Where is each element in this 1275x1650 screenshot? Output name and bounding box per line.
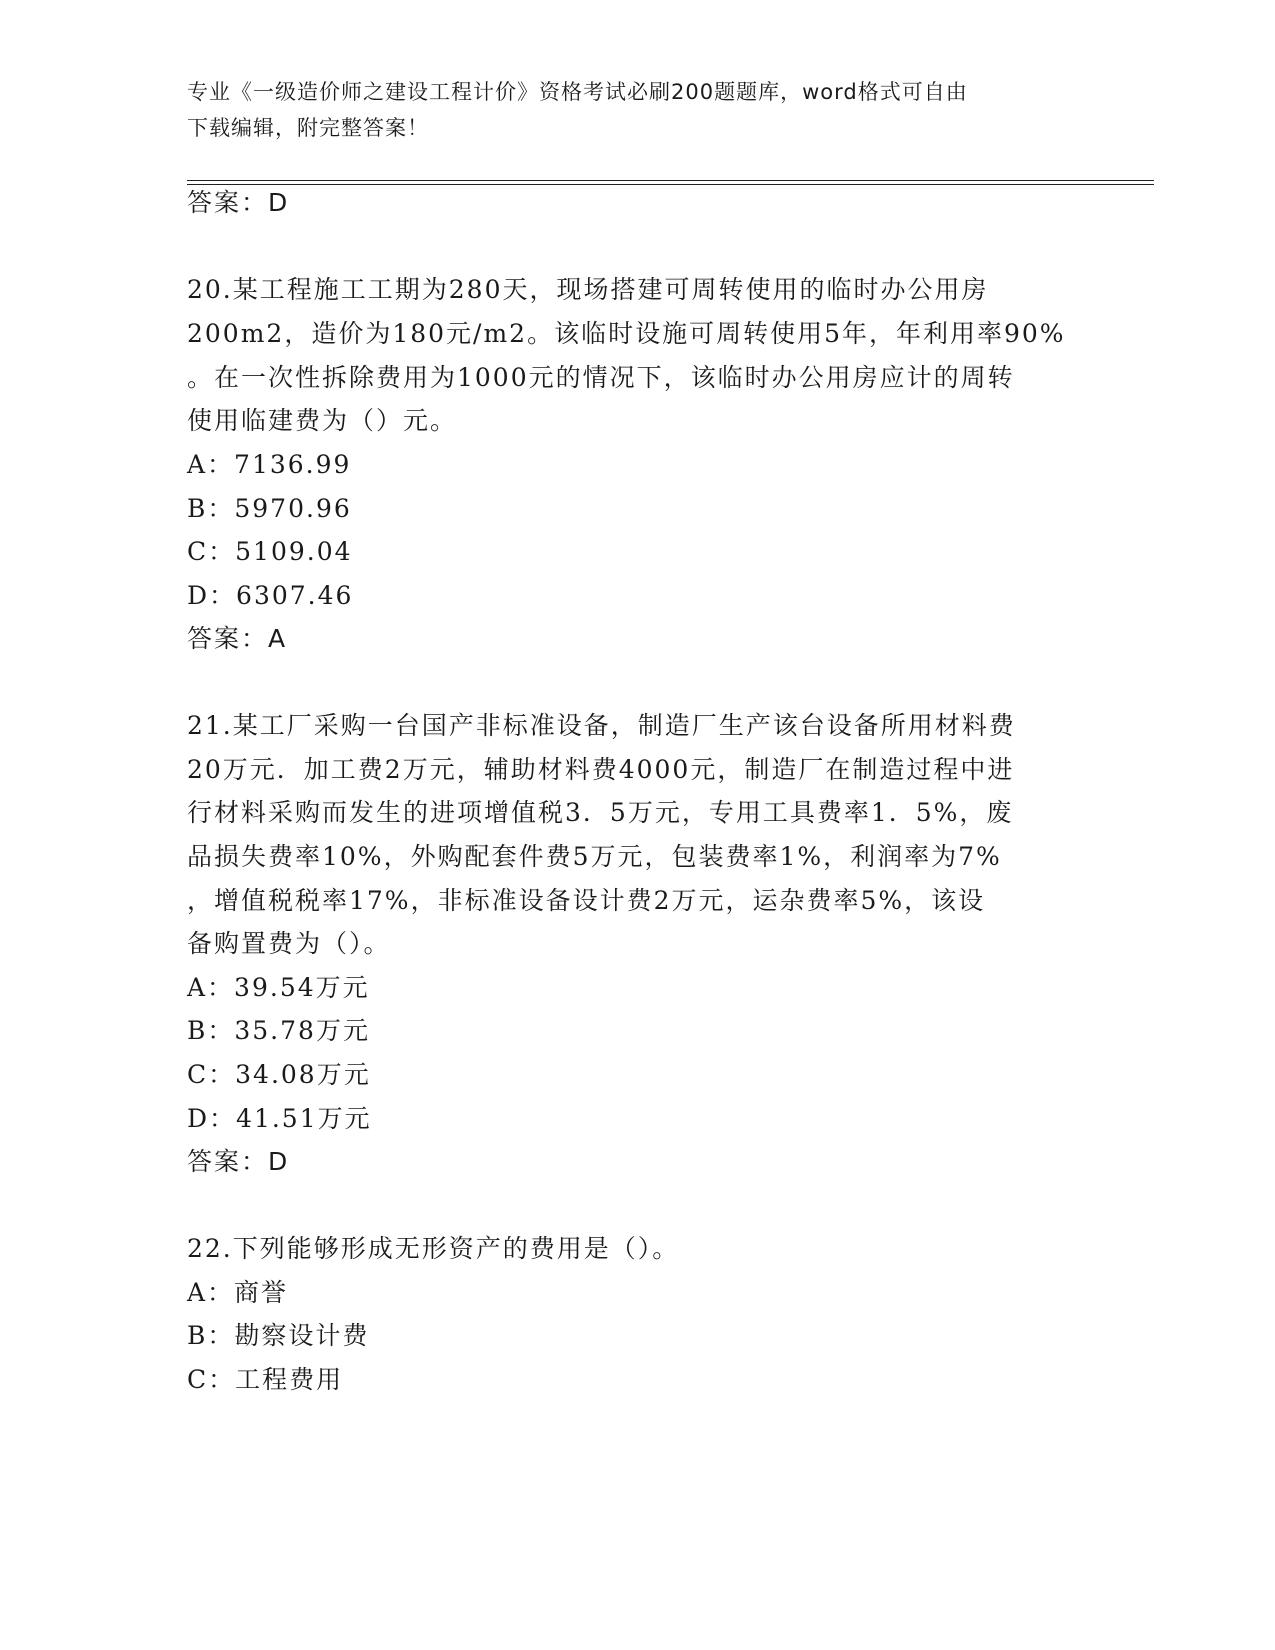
- header-title-line-1: 专业《一级造价师之建设工程计价》资格考试必刷200题题库，word格式可自由: [187, 80, 968, 104]
- option-b: B：35.78万元: [187, 1016, 370, 1045]
- answer: 答案：D: [187, 1147, 290, 1176]
- document-header: [187, 74, 1087, 146]
- option-b: B：勘察设计费: [187, 1321, 370, 1350]
- header-title-line-2: 下载编辑，附完整答案！: [187, 116, 429, 140]
- option-a: A：7136.99: [187, 450, 352, 479]
- question-stem-line: 品损失费率10%，外购配套件费5万元，包装费率1%，利润率为7%: [187, 842, 1002, 871]
- option-d: D：41.51万元: [187, 1104, 372, 1133]
- question-stem-line: ，增值税税率17%，非标准设备设计费2万元，运杂费率5%，该设: [187, 886, 986, 915]
- question-stem-line: 200m2，造价为180元/m2。该临时设施可周转使用5年，年利用率90%: [187, 319, 1066, 348]
- option-c: C：工程费用: [187, 1365, 344, 1394]
- question-stem-line: 行材料采购而发生的进项增值税3．5万元，专用工具费率1．5%，废: [187, 798, 1014, 827]
- option-a: A：商誉: [187, 1278, 289, 1307]
- option-d: D：6307.46: [187, 581, 354, 610]
- header-rule-bottom: [187, 184, 1154, 185]
- question-stem-line: 20.某工程施工工期为280天，现场搭建可周转使用的临时办公用房: [187, 275, 989, 304]
- option-c: C：5109.04: [187, 537, 353, 566]
- option-b: B：5970.96: [187, 494, 352, 523]
- answer: 答案：A: [187, 624, 288, 653]
- question-stem-line: 备购置费为（）。: [187, 929, 391, 958]
- question-stem-line: 21.某工厂采购一台国产非标准设备，制造厂生产该台设备所用材料费: [187, 711, 1016, 740]
- option-a: A：39.54万元: [187, 973, 370, 1002]
- question-stem-line: 22.下列能够形成无形资产的费用是（）。: [187, 1234, 680, 1263]
- previous-answer: 答案：D: [187, 188, 290, 217]
- header-rule-top: [187, 180, 1154, 181]
- question-stem-line: 。在一次性拆除费用为1000元的情况下，该临时办公用房应计的周转: [187, 363, 1015, 392]
- question-stem-line: 使用临建费为（）元。: [187, 406, 458, 435]
- option-c: C：34.08万元: [187, 1060, 371, 1089]
- question-stem-line: 20万元．加工费2万元，辅助材料费4000元，制造厂在制造过程中进: [187, 755, 1015, 784]
